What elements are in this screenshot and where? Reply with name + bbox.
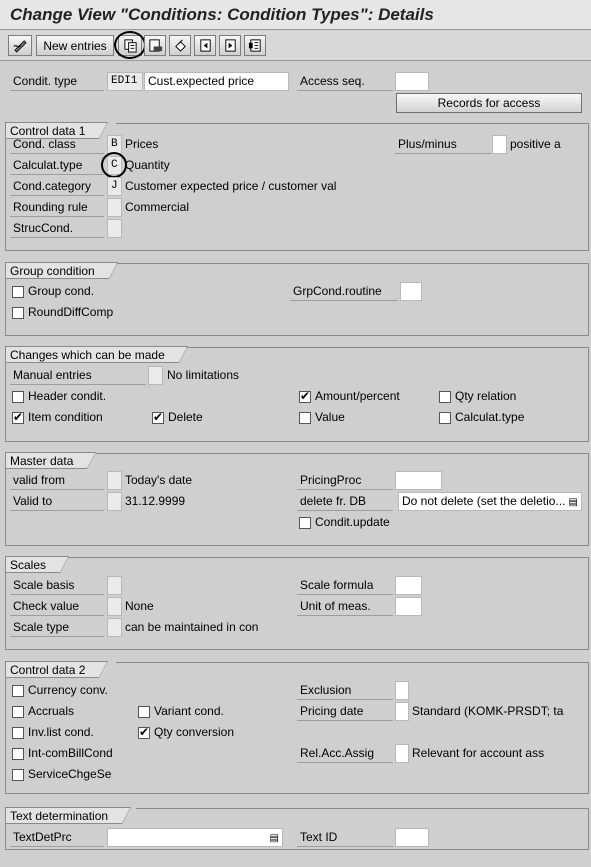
text-det-prc-dropdown[interactable]	[107, 828, 283, 847]
int-com-bill-cond-checkbox[interactable]	[12, 748, 24, 760]
header-condit-label: Header condit.	[28, 389, 107, 403]
group-cond-checkbox[interactable]	[12, 286, 24, 298]
unit-of-meas-field[interactable]	[395, 597, 422, 616]
qty-conversion-label: Qty conversion	[154, 725, 235, 739]
pricing-date-description: Standard (KOMK-PRSDT; ta	[412, 704, 564, 718]
scale-basis-field[interactable]	[107, 576, 122, 595]
highlight-circle-toolbar	[114, 31, 146, 59]
delete-fr-db-label: delete fr. DB	[297, 492, 393, 511]
accruals-checkbox[interactable]	[12, 706, 24, 718]
window-title-bar	[0, 0, 591, 30]
group-cond-label: Group cond.	[28, 284, 95, 298]
text-id-label: Text ID	[297, 828, 393, 847]
rounding-rule-field[interactable]	[107, 198, 122, 217]
condit-update-label: Condit.update	[315, 515, 390, 529]
scale-type-field[interactable]	[107, 618, 122, 637]
rel-acc-assig-label: Rel.Acc.Assig	[297, 744, 393, 763]
rounding-rule-description: Commercial	[125, 200, 190, 214]
master-data-title: Master data	[5, 452, 87, 469]
calculat-type-change-label: Calculat.type	[455, 410, 525, 424]
delete-fr-db-value: Do not delete (set the deletio...	[402, 494, 566, 508]
cond-class-description: Prices	[125, 137, 159, 151]
cond-category-label: Cond.category	[10, 177, 104, 196]
scales-title: Scales	[5, 556, 60, 573]
scale-basis-label: Scale basis	[10, 576, 104, 595]
inv-list-cond-label: Inv.list cond.	[28, 725, 94, 739]
plus-minus-label: Plus/minus	[395, 135, 491, 154]
scale-formula-label: Scale formula	[297, 576, 393, 595]
scale-type-description: can be maintained in con	[125, 620, 259, 634]
calculat-type-field[interactable]: C	[107, 156, 122, 175]
condit-type-description: Cust.expected price	[144, 72, 289, 91]
scale-formula-field[interactable]	[395, 576, 422, 595]
grp-cond-routine-field[interactable]	[400, 282, 422, 301]
pricing-proc-field[interactable]	[395, 471, 442, 490]
qty-relation-checkbox[interactable]	[439, 391, 451, 403]
calculat-type-description: Quantity	[125, 158, 170, 172]
check-value-description: None	[125, 599, 154, 613]
cond-class-field[interactable]: B	[107, 135, 122, 154]
access-seq-label: Access seq.	[297, 72, 393, 91]
delete-icon[interactable]	[144, 35, 166, 56]
changes-title: Changes which can be made	[5, 346, 179, 363]
control-data-1-title: Control data 1	[5, 122, 99, 139]
amount-percent-checkbox[interactable]	[299, 391, 311, 403]
valid-from-label: valid from	[10, 471, 104, 490]
int-com-bill-cond-label: Int-comBillCond	[28, 746, 113, 760]
service-chge-checkbox[interactable]	[12, 769, 24, 781]
header-condit-checkbox[interactable]	[12, 391, 24, 403]
inv-list-cond-checkbox[interactable]	[12, 727, 24, 739]
round-diff-comp-label: RoundDiffComp	[28, 305, 114, 319]
qty-conversion-checkbox[interactable]	[138, 727, 150, 739]
condit-update-checkbox[interactable]	[299, 517, 311, 529]
value-label: Value	[315, 410, 345, 424]
next-entry-icon[interactable]	[219, 35, 241, 56]
cond-category-field[interactable]: J	[107, 177, 122, 196]
pricing-date-field[interactable]	[395, 702, 409, 721]
display-change-icon[interactable]	[8, 35, 32, 56]
new-entries-button[interactable]: New entries	[36, 35, 114, 56]
item-condition-checkbox[interactable]	[12, 412, 24, 424]
accruals-label: Accruals	[28, 704, 75, 718]
control-data-2-title: Control data 2	[5, 661, 99, 678]
value-checkbox[interactable]	[299, 412, 311, 424]
rel-acc-assig-field[interactable]	[395, 744, 409, 763]
previous-entry-icon[interactable]	[194, 35, 216, 56]
variant-cond-label: Variant cond.	[154, 704, 224, 718]
dropdown-icon[interactable]: ▤	[568, 497, 578, 508]
currency-conv-label: Currency conv.	[28, 683, 108, 697]
pricing-proc-label: PricingProc	[297, 471, 393, 490]
valid-to-label: Valid to	[10, 492, 104, 511]
delete-fr-db-dropdown[interactable]	[398, 492, 582, 511]
application-toolbar	[0, 31, 591, 61]
struc-cond-field[interactable]	[107, 219, 122, 238]
pricing-date-label: Pricing date	[297, 702, 393, 721]
condit-type-label: Condit. type	[10, 72, 104, 91]
valid-from-description: Today's date	[125, 473, 193, 487]
delete-checkbox[interactable]	[152, 412, 164, 424]
delete-label: Delete	[168, 410, 203, 424]
calculat-type-label: Calculat.type	[10, 156, 104, 175]
rounding-rule-label: Rounding rule	[10, 198, 104, 217]
plus-minus-description: positive a	[510, 137, 561, 151]
valid-from-field[interactable]	[107, 471, 122, 490]
text-det-prc-label: TextDetPrc	[10, 828, 104, 847]
manual-entries-field[interactable]	[148, 366, 163, 385]
rel-acc-assig-description: Relevant for account ass	[412, 746, 545, 760]
variant-cond-checkbox[interactable]	[138, 706, 150, 718]
exclusion-label: Exclusion	[297, 681, 393, 700]
exclusion-field[interactable]	[395, 681, 409, 700]
group-condition-title: Group condition	[5, 262, 109, 279]
text-id-field[interactable]	[395, 828, 429, 847]
valid-to-description: 31.12.9999	[125, 494, 186, 508]
check-value-field[interactable]	[107, 597, 122, 616]
calculat-type-checkbox[interactable]	[439, 412, 451, 424]
select-all-icon[interactable]	[244, 35, 266, 56]
qty-relation-label: Qty relation	[455, 389, 517, 403]
dropdown-icon[interactable]: ▤	[269, 833, 279, 844]
access-seq-field[interactable]	[395, 72, 429, 91]
manual-entries-description: No limitations	[167, 368, 240, 382]
scale-type-label: Scale type	[10, 618, 104, 637]
valid-to-field[interactable]	[107, 492, 122, 511]
cond-category-description: Customer expected price / customer val	[125, 179, 337, 193]
page-title: Change View "Conditions: Condition Types": Details	[10, 5, 434, 24]
condit-type-field[interactable]: EDI1	[107, 72, 143, 91]
undo-icon[interactable]	[169, 35, 191, 56]
text-determination-title: Text determination	[5, 807, 122, 824]
highlight-circle-calculat-type	[101, 152, 127, 178]
service-chge-label: ServiceChgeSe	[28, 767, 112, 781]
manual-entries-label: Manual entries	[10, 366, 146, 385]
records-for-access-button[interactable]: Records for access	[396, 93, 582, 113]
round-diff-comp-checkbox[interactable]	[12, 307, 24, 319]
cond-class-label: Cond. class	[10, 135, 104, 154]
amount-percent-label: Amount/percent	[315, 389, 400, 403]
check-value-label: Check value	[10, 597, 104, 616]
struc-cond-label: StrucCond.	[10, 219, 104, 238]
plus-minus-field[interactable]	[492, 135, 507, 154]
unit-of-meas-label: Unit of meas.	[297, 597, 393, 616]
currency-conv-checkbox[interactable]	[12, 685, 24, 697]
grp-cond-routine-label: GrpCond.routine	[290, 282, 398, 301]
item-condition-label: Item condition	[28, 410, 103, 424]
